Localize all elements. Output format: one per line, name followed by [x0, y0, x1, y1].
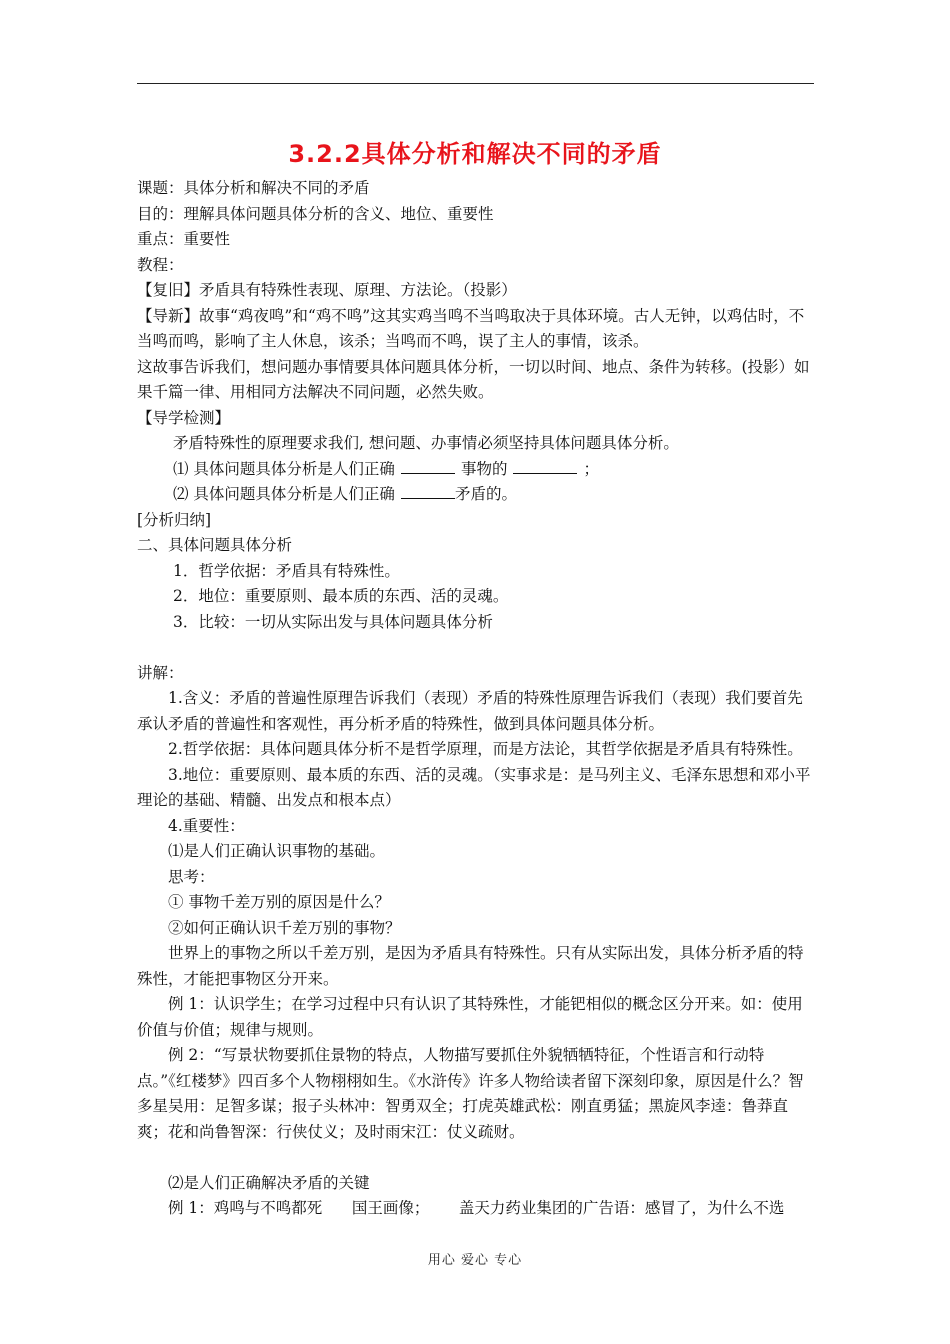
- example-2-paragraph: 例 2：“写景状物要抓住景物的特点，人物描写要抓住外貌牺牺特征，个性语言和行动特点。”《红楼梦》四百多个人物栩栩如生。《水浒传》许多人物给读者留下深刻印象，原因是什么？智多星吴用：足智多谋；报子头林冲：智勇双全；打虎英雄武松：刚直勇猛；黑旋风李逵：鲁莽直爽；花和尚鲁智深：行侠仗义；及时雨宋江：仗义疏财。: [137, 1046, 804, 1141]
- check-statement: 矛盾特殊性的原理要求我们, 想问题、办事情必须坚持具体问题具体分析。: [173, 434, 679, 452]
- fill-blank-1: [137, 457, 817, 483]
- importance-heading: 4.重要性：: [168, 816, 245, 835]
- blank-field: [401, 483, 455, 499]
- status-paragraph: 3.地位：重要原则、最本质的东西、活的灵魂。（实事求是：是马列主义、毛泽东思想和邓小平理论的基础、精髓、出发点和根本点）: [137, 765, 811, 809]
- importance-point-2: ⑵是人们正确解决矛盾的关键: [168, 1173, 370, 1192]
- lesson-paragraph: 这故事告诉我们，想问题办事情要具体问题具体分析，一切以时间、地点、条件为转移。(投影）如果千篇一律、用相同方法解决不同问题，必然失败。: [137, 357, 810, 401]
- document-body: [137, 176, 817, 1222]
- blank-field: [513, 458, 577, 474]
- think-heading: 思考：: [168, 867, 215, 886]
- spacer: [137, 1145, 817, 1171]
- review-line: 【复旧】矛盾具有特殊性表现、原理、方法论。（投影）: [137, 281, 517, 299]
- lesson-line: 教程：: [137, 255, 184, 274]
- fill-blank-1-end: ；: [583, 459, 599, 478]
- example-1-paragraph: 例 1：认识学生；在学习过程中只有认识了其特殊性，才能钯相似的概念区分开来。如：使用价值与价值；规律与规则。: [137, 995, 803, 1039]
- meaning-paragraph: 1.含义：矛盾的普遍性原理告诉我们（表现）矛盾的特殊性原理告诉我们（表现）我们要首先承认矛盾的普遍性和客观性，再分析矛盾的特殊性，做到具体问题具体分析。: [137, 689, 803, 733]
- list-item: 2．地位：重要原则、最本质的东西、活的灵魂。: [173, 587, 509, 605]
- page-footer: 用心 爱心 专心: [427, 1253, 523, 1268]
- topic-line: 课题：具体分析和解决不同的矛盾: [137, 179, 370, 197]
- answer-paragraph: 世界上的事物之所以千差万别，是因为矛盾具有特殊性。只有从实际出发，具体分析矛盾的特殊性，才能把事物区分开来。: [137, 944, 804, 988]
- page-title: 3.2.2具体分析和解决不同的矛盾: [288, 140, 662, 168]
- fill-blank-2-end: 矛盾的。: [454, 485, 517, 503]
- goal-line: 目的：理解具体问题具体分析的含义、地位、重要性: [137, 204, 494, 223]
- focus-line: 重点：重要性: [137, 230, 231, 248]
- section-heading: 二、具体问题具体分析: [137, 536, 293, 554]
- fill-blank-1-mid: 事物的: [460, 459, 508, 478]
- check-heading: 【导学检测】: [137, 408, 231, 427]
- basis-paragraph: 2.哲学依据：具体问题具体分析不是哲学原理，而是方法论，其哲学依据是矛盾具有特殊性。: [168, 740, 803, 758]
- fill-blank-2-text: ⑵ 具体问题具体分析是人们正确: [173, 485, 395, 503]
- blank-field: [401, 458, 455, 474]
- fill-blank-1-text: ⑴ 具体问题具体分析是人们正确: [173, 459, 395, 478]
- intro-paragraph: 【导新】故事“鸡夜鸣”和“鸡不鸣”这其实鸡当鸣不当鸣取决于具体环境。古人无钟，以鸡估时，不当鸣而鸣，影响了主人休息，该杀；当鸣而不鸣，误了主人的事情，该杀。: [137, 306, 805, 350]
- importance-point-1: ⑴是人们正确认识事物的基础。: [168, 842, 386, 860]
- list-item: 3．比较：一切从实际出发与具体问题具体分析: [173, 612, 493, 631]
- fill-blank-2: [137, 482, 817, 508]
- analysis-heading: [分析归纳]: [137, 510, 212, 529]
- spacer: [137, 635, 817, 661]
- header-rule: [137, 83, 814, 84]
- example-line: 例 1：鸡鸣与不鸣都死 国王画像； 盖天力药业集团的广告语：感冒了，为什么不选: [168, 1199, 785, 1217]
- question-2: ②如何正确认识千差万别的事物？: [168, 918, 401, 937]
- list-item: 1．哲学依据：矛盾具有特殊性。: [173, 561, 400, 580]
- explain-heading: 讲解：: [137, 663, 184, 682]
- question-1: ① 事物千差万别的原因是什么？: [168, 893, 390, 911]
